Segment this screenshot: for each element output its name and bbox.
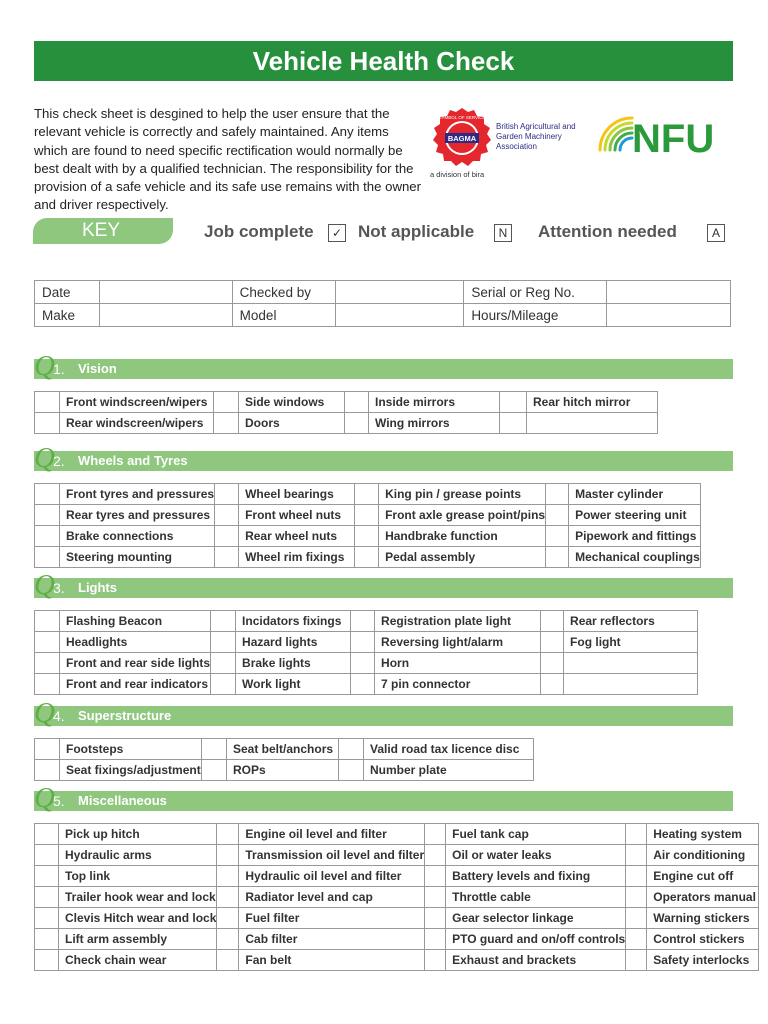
svg-text:BAGMA: BAGMA bbox=[447, 134, 477, 143]
hours-field[interactable] bbox=[607, 304, 731, 327]
check-cell[interactable] bbox=[355, 505, 379, 526]
check-cell[interactable] bbox=[215, 484, 239, 505]
svg-text:SYMBOL OF SERVICE: SYMBOL OF SERVICE bbox=[438, 115, 486, 120]
check-cell[interactable] bbox=[35, 632, 60, 653]
check-item: Number plate bbox=[364, 760, 534, 781]
check-cell[interactable] bbox=[35, 505, 60, 526]
section-number: 4. bbox=[53, 708, 65, 724]
check-item: Front windscreen/wipers bbox=[60, 392, 214, 413]
check-item: Top link bbox=[59, 866, 217, 887]
check-item: Seat fixings/adjustment bbox=[60, 760, 202, 781]
table-row bbox=[35, 392, 658, 413]
check-cell[interactable] bbox=[217, 908, 239, 929]
key-job-complete: Job complete bbox=[204, 222, 314, 241]
check-item: Transmission oil level and filter bbox=[239, 845, 425, 866]
check-cell[interactable] bbox=[541, 632, 564, 653]
check-item: Pick up hitch bbox=[59, 824, 217, 845]
section-header-superstructure bbox=[34, 697, 733, 729]
table-row bbox=[35, 887, 759, 908]
key-label: KEY bbox=[33, 218, 173, 244]
check-cell[interactable] bbox=[35, 845, 59, 866]
check-item: Rear tyres and pressures bbox=[60, 505, 215, 526]
check-cell[interactable] bbox=[355, 484, 379, 505]
table-row bbox=[35, 908, 759, 929]
check-item: Lift arm assembly bbox=[59, 929, 217, 950]
table-row bbox=[35, 632, 698, 653]
section-q-glyph: Q bbox=[34, 350, 55, 382]
check-cell[interactable] bbox=[345, 392, 369, 413]
check-item: Doors bbox=[239, 413, 345, 434]
check-cell[interactable] bbox=[211, 632, 236, 653]
check-cell[interactable] bbox=[217, 887, 239, 908]
check-item: Front and rear indicators bbox=[60, 674, 211, 695]
check-cell[interactable] bbox=[35, 611, 60, 632]
check-item: Engine cut off bbox=[647, 866, 759, 887]
check-cell[interactable] bbox=[35, 950, 59, 971]
model-label: Model bbox=[232, 304, 335, 327]
check-item: Headlights bbox=[60, 632, 211, 653]
date-field[interactable] bbox=[99, 281, 232, 304]
check-item bbox=[527, 413, 658, 434]
table-row bbox=[35, 739, 534, 760]
check-item: Reversing light/alarm bbox=[375, 632, 541, 653]
check-cell[interactable] bbox=[541, 674, 564, 695]
check-item: Work light bbox=[236, 674, 351, 695]
check-cell[interactable] bbox=[35, 484, 60, 505]
check-item: Front wheel nuts bbox=[239, 505, 355, 526]
key-not-applicable-box: N bbox=[494, 224, 512, 242]
check-cell[interactable] bbox=[35, 526, 60, 547]
check-item bbox=[564, 653, 698, 674]
section-title: Superstructure bbox=[78, 708, 172, 723]
check-cell[interactable] bbox=[35, 547, 60, 568]
check-cell[interactable] bbox=[217, 845, 239, 866]
check-item: Hazard lights bbox=[236, 632, 351, 653]
check-item: Air conditioning bbox=[647, 845, 759, 866]
section-header-miscellaneous bbox=[34, 782, 733, 814]
hours-label: Hours/Mileage bbox=[464, 304, 607, 327]
key-job-complete-box: ✓ bbox=[328, 224, 346, 242]
check-item: Steering mounting bbox=[60, 547, 215, 568]
check-cell[interactable] bbox=[214, 392, 239, 413]
table-row bbox=[35, 929, 759, 950]
table-row bbox=[35, 611, 698, 632]
check-item: Hydraulic oil level and filter bbox=[239, 866, 425, 887]
table-row bbox=[35, 484, 701, 505]
check-item: Control stickers bbox=[647, 929, 759, 950]
check-item: King pin / grease points bbox=[379, 484, 546, 505]
check-item: Wing mirrors bbox=[369, 413, 500, 434]
check-cell[interactable] bbox=[500, 413, 527, 434]
check-cell[interactable] bbox=[626, 866, 647, 887]
check-cell[interactable] bbox=[351, 611, 375, 632]
check-item: Cab filter bbox=[239, 929, 425, 950]
table-row bbox=[35, 760, 534, 781]
check-cell[interactable] bbox=[35, 674, 60, 695]
check-cell[interactable] bbox=[626, 824, 647, 845]
make-field[interactable] bbox=[99, 304, 232, 327]
check-cell[interactable] bbox=[345, 413, 369, 434]
check-cell[interactable] bbox=[626, 929, 647, 950]
section-title: Lights bbox=[78, 580, 117, 595]
check-cell[interactable] bbox=[425, 950, 446, 971]
check-item: Heating system bbox=[647, 824, 759, 845]
check-cell[interactable] bbox=[35, 866, 59, 887]
check-item: Rear wheel nuts bbox=[239, 526, 355, 547]
check-cell[interactable] bbox=[217, 824, 239, 845]
check-cell[interactable] bbox=[546, 505, 569, 526]
check-cell[interactable] bbox=[546, 484, 569, 505]
bagma-division: a division of bira bbox=[430, 170, 485, 179]
check-item: Side windows bbox=[239, 392, 345, 413]
check-cell[interactable] bbox=[500, 392, 527, 413]
check-cell[interactable] bbox=[425, 929, 446, 950]
serial-label: Serial or Reg No. bbox=[464, 281, 607, 304]
table-row bbox=[35, 653, 698, 674]
check-cell[interactable] bbox=[626, 887, 647, 908]
check-item: Front and rear side lights bbox=[60, 653, 211, 674]
check-item: Gear selector linkage bbox=[446, 908, 626, 929]
check-cell[interactable] bbox=[35, 887, 59, 908]
check-cell[interactable] bbox=[626, 908, 647, 929]
section-number: 3. bbox=[53, 580, 65, 596]
check-item: Master cylinder bbox=[569, 484, 701, 505]
check-item: Wheel bearings bbox=[239, 484, 355, 505]
check-item: Front tyres and pressures bbox=[60, 484, 215, 505]
check-cell[interactable] bbox=[211, 611, 236, 632]
check-item bbox=[564, 674, 698, 695]
nfu-logo bbox=[596, 110, 736, 156]
check-cell[interactable] bbox=[425, 845, 446, 866]
vehicle-info-table bbox=[34, 280, 731, 327]
check-cell[interactable] bbox=[217, 929, 239, 950]
miscellaneous-table bbox=[34, 823, 759, 971]
check-item: Fuel tank cap bbox=[446, 824, 626, 845]
checked-by-field[interactable] bbox=[335, 281, 464, 304]
check-item: Throttle cable bbox=[446, 887, 626, 908]
vision-table bbox=[34, 391, 658, 434]
key-attention-needed: Attention needed bbox=[538, 222, 677, 241]
table-row bbox=[35, 824, 759, 845]
check-cell[interactable] bbox=[339, 760, 364, 781]
check-cell[interactable] bbox=[546, 526, 569, 547]
section-number: 1. bbox=[53, 361, 65, 377]
check-cell[interactable] bbox=[355, 526, 379, 547]
check-cell[interactable] bbox=[35, 739, 60, 760]
check-item: Mechanical couplings bbox=[569, 547, 701, 568]
check-item: PTO guard and on/off controls bbox=[446, 929, 626, 950]
check-item: Handbrake function bbox=[379, 526, 546, 547]
check-cell[interactable] bbox=[626, 845, 647, 866]
check-cell[interactable] bbox=[541, 653, 564, 674]
check-cell[interactable] bbox=[425, 887, 446, 908]
check-item: Front axle grease point/pins bbox=[379, 505, 546, 526]
check-item: Warning stickers bbox=[647, 908, 759, 929]
svg-text:NFU: NFU bbox=[632, 117, 715, 156]
check-item: Fog light bbox=[564, 632, 698, 653]
check-item: Engine oil level and filter bbox=[239, 824, 425, 845]
make-label: Make bbox=[35, 304, 100, 327]
check-cell[interactable] bbox=[351, 632, 375, 653]
check-item: Check chain wear bbox=[59, 950, 217, 971]
bagma-name: British Agricultural and Garden Machinery Association bbox=[496, 122, 576, 151]
check-item: Brake lights bbox=[236, 653, 351, 674]
check-item: Clevis Hitch wear and lock bbox=[59, 908, 217, 929]
check-item: 7 pin connector bbox=[375, 674, 541, 695]
table-row bbox=[35, 866, 759, 887]
check-item: Oil or water leaks bbox=[446, 845, 626, 866]
check-cell[interactable] bbox=[211, 674, 236, 695]
check-item: Pedal assembly bbox=[379, 547, 546, 568]
check-cell[interactable] bbox=[541, 611, 564, 632]
info-row bbox=[35, 304, 731, 327]
check-item: Safety interlocks bbox=[647, 950, 759, 971]
section-header-vision bbox=[34, 350, 733, 382]
check-cell[interactable] bbox=[211, 653, 236, 674]
check-item: Rear reflectors bbox=[564, 611, 698, 632]
section-title: Vision bbox=[78, 361, 117, 376]
check-item: Battery levels and fixing bbox=[446, 866, 626, 887]
checked-by-label: Checked by bbox=[232, 281, 335, 304]
check-cell[interactable] bbox=[35, 824, 59, 845]
check-cell[interactable] bbox=[355, 547, 379, 568]
check-cell[interactable] bbox=[35, 392, 60, 413]
section-title: Wheels and Tyres bbox=[78, 453, 188, 468]
check-cell[interactable] bbox=[202, 739, 227, 760]
check-cell[interactable] bbox=[35, 760, 60, 781]
check-item: Exhaust and brackets bbox=[446, 950, 626, 971]
check-item: Brake connections bbox=[60, 526, 215, 547]
check-cell[interactable] bbox=[626, 950, 647, 971]
check-item: Pipework and fittings bbox=[569, 526, 701, 547]
section-number: 2. bbox=[53, 453, 65, 469]
check-cell[interactable] bbox=[351, 653, 375, 674]
section-number: 5. bbox=[53, 793, 65, 809]
check-cell[interactable] bbox=[215, 526, 239, 547]
serial-field[interactable] bbox=[607, 281, 731, 304]
check-item: Valid road tax licence disc bbox=[364, 739, 534, 760]
model-field[interactable] bbox=[335, 304, 464, 327]
section-q-glyph: Q bbox=[34, 442, 55, 474]
table-row bbox=[35, 674, 698, 695]
check-item: Hydraulic arms bbox=[59, 845, 217, 866]
check-item: Wheel rim fixings bbox=[239, 547, 355, 568]
lights-table bbox=[34, 610, 698, 695]
wheels-table bbox=[34, 483, 701, 568]
check-item: Power steering unit bbox=[569, 505, 701, 526]
intro-text: This check sheet is desgined to help the user ensure that the relevant vehicle is correctly and safely maintained. Any items which are found to need specific rectification would normally be best dealt with by a qualified technician. The responsibility for the provision of a safe vehicle and its safe use remains with the owner and driver respectively. bbox=[34, 106, 422, 213]
check-item: Radiator level and cap bbox=[239, 887, 425, 908]
check-item: Flashing Beacon bbox=[60, 611, 211, 632]
check-cell[interactable] bbox=[35, 653, 60, 674]
info-row bbox=[35, 281, 731, 304]
table-row bbox=[35, 845, 759, 866]
table-row bbox=[35, 526, 701, 547]
check-item: Fuel filter bbox=[239, 908, 425, 929]
check-item: Horn bbox=[375, 653, 541, 674]
check-cell[interactable] bbox=[35, 929, 59, 950]
check-cell[interactable] bbox=[35, 413, 60, 434]
date-label: Date bbox=[35, 281, 100, 304]
page-title: Vehicle Health Check bbox=[34, 41, 733, 81]
check-cell[interactable] bbox=[214, 413, 239, 434]
check-cell[interactable] bbox=[339, 739, 364, 760]
check-cell[interactable] bbox=[217, 950, 239, 971]
check-item: ROPs bbox=[227, 760, 339, 781]
check-item: Footsteps bbox=[60, 739, 202, 760]
table-row bbox=[35, 547, 701, 568]
check-cell[interactable] bbox=[35, 908, 59, 929]
section-q-glyph: Q bbox=[34, 697, 55, 729]
check-cell[interactable] bbox=[215, 547, 239, 568]
check-cell[interactable] bbox=[425, 824, 446, 845]
check-cell[interactable] bbox=[217, 866, 239, 887]
section-title: Miscellaneous bbox=[78, 793, 167, 808]
superstructure-table bbox=[34, 738, 534, 781]
check-cell[interactable] bbox=[202, 760, 227, 781]
check-item: Inside mirrors bbox=[369, 392, 500, 413]
check-item: Operators manual bbox=[647, 887, 759, 908]
table-row bbox=[35, 505, 701, 526]
check-item: Rear hitch mirror bbox=[527, 392, 658, 413]
check-item: Incidators fixings bbox=[236, 611, 351, 632]
check-item: Rear windscreen/wipers bbox=[60, 413, 214, 434]
check-item: Registration plate light bbox=[375, 611, 541, 632]
check-cell[interactable] bbox=[425, 866, 446, 887]
check-item: Trailer hook wear and lock bbox=[59, 887, 217, 908]
key-attention-box: A bbox=[707, 224, 725, 242]
section-q-glyph: Q bbox=[34, 569, 55, 601]
key-not-applicable: Not applicable bbox=[358, 222, 475, 241]
section-header-lights bbox=[34, 569, 733, 601]
table-row bbox=[35, 413, 658, 434]
check-cell[interactable] bbox=[351, 674, 375, 695]
check-item: Fan belt bbox=[239, 950, 425, 971]
check-item: Seat belt/anchors bbox=[227, 739, 339, 760]
check-cell[interactable] bbox=[546, 547, 569, 568]
check-cell[interactable] bbox=[425, 908, 446, 929]
check-cell[interactable] bbox=[215, 505, 239, 526]
section-header-wheels bbox=[34, 442, 733, 474]
section-q-glyph: Q bbox=[34, 782, 55, 814]
table-row bbox=[35, 950, 759, 971]
